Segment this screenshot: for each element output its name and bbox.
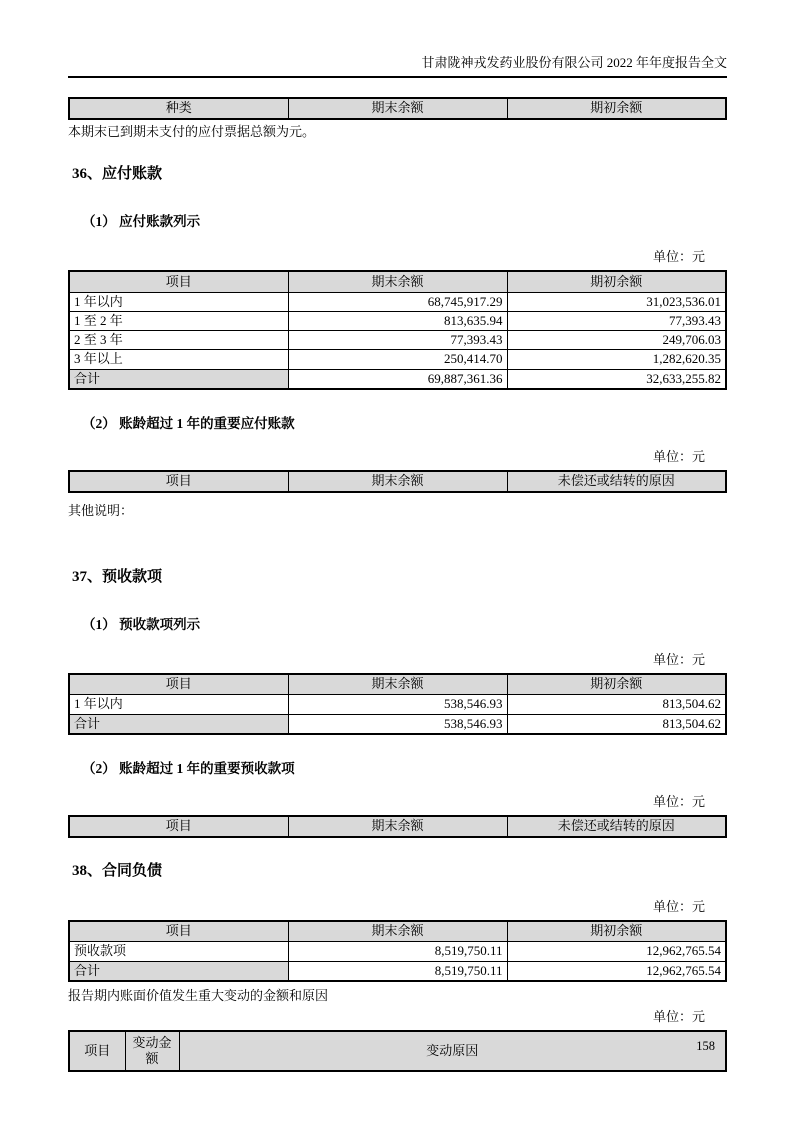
row-label: 1 至 2 年 [69,311,288,330]
ending-balance-value: 68,745,917.29 [288,292,507,311]
ending-balance-total: 69,887,361.36 [288,369,507,389]
table-header-row [69,271,726,292]
ending-balance-value: 250,414.70 [288,350,507,369]
ending-balance-value: 538,546.93 [288,695,507,714]
table-total-row [69,961,726,981]
unit-label: 单位：元 [652,651,705,667]
table-row [69,942,726,961]
column-header-change-amount: 变动金额 [125,1031,179,1071]
table-header-row [69,98,726,119]
row-label: 2 至 3 年 [69,331,288,350]
column-header-beginning-balance: 期初余额 [507,271,726,292]
section-36-sub2-title: （2） 账龄超过 1 年的重要应付账款 [82,415,295,431]
table-header-row [69,1031,726,1071]
table-total-row [69,369,726,389]
column-header-ending-balance: 期末余额 [288,98,507,119]
section-36-title: 36、应付账款 [72,166,163,182]
total-row-label: 合计 [69,369,288,389]
ending-balance-total: 8,519,750.11 [288,961,507,981]
column-header-item: 项目 [69,1031,125,1071]
row-label: 预收款项 [69,942,288,961]
row-label: 3 年以上 [69,350,288,369]
column-header-unsettled-reason: 未偿还或结转的原因 [507,471,726,492]
column-header-ending-balance: 期末余额 [288,674,507,695]
table-row [69,350,726,369]
unit-label: 单位：元 [652,793,705,809]
table-header-row [69,816,726,837]
table-total-row [69,714,726,734]
table-header-row [69,921,726,942]
beginning-balance-total: 32,633,255.82 [507,369,726,389]
total-row-label: 合计 [69,714,288,734]
unit-label: 单位：元 [652,898,705,914]
section-38-title: 38、合同负债 [72,862,163,879]
column-header-item: 项目 [69,674,288,695]
accounts-payable-aging-table [68,270,727,390]
important-advances-table [68,815,727,838]
row-label: 1 年以内 [69,695,288,714]
beginning-balance-value: 12,962,765.54 [507,942,726,961]
table-row [69,311,726,330]
column-header-item: 项目 [69,816,288,837]
contract-liabilities-table [68,920,727,982]
section-37-sub2-title: （2） 账龄超过 1 年的重要预收款项 [82,760,295,776]
beginning-balance-value: 77,393.43 [507,311,726,330]
total-row-label: 合计 [69,961,288,981]
unit-label: 单位：元 [652,1008,705,1024]
table-row [69,292,726,311]
report-header-title: 甘肃陇神戎发药业股份有限公司 2022 年年度报告全文 [68,52,727,78]
notes-payable-table [68,97,727,120]
column-header-change-reason: 变动原因 [179,1031,726,1071]
column-header-ending-balance: 期末余额 [288,271,507,292]
ending-balance-value: 813,635.94 [288,311,507,330]
table-row [69,695,726,714]
column-header-type: 种类 [69,98,288,119]
column-header-beginning-balance: 期初余额 [507,674,726,695]
advances-received-table [68,673,727,735]
unit-label: 单位：元 [652,249,705,264]
column-header-ending-balance: 期末余额 [288,471,507,492]
beginning-balance-value: 31,023,536.01 [507,292,726,311]
table-header-row [69,674,726,695]
column-header-item: 项目 [69,921,288,942]
ending-balance-value: 8,519,750.11 [288,942,507,961]
important-accounts-payable-table [68,470,727,493]
page-content [68,0,727,1072]
row-label: 1 年以内 [69,292,288,311]
column-header-beginning-balance: 期初余额 [507,98,726,119]
page-number: 158 [696,1039,715,1053]
beginning-balance-value: 249,706.03 [507,331,726,350]
section-36-sub1-title: （1） 应付账款列示 [82,214,201,229]
change-reason-table [68,1030,727,1072]
column-header-item: 项目 [69,471,288,492]
other-note-label: 其他说明： [68,502,134,518]
notes-payable-note: 本期末已到期未支付的应付票据总额为元。 [68,124,316,139]
column-header-item: 项目 [69,271,288,292]
change-note-text: 报告期内账面价值发生重大变动的金额和原因 [68,987,329,1003]
column-header-ending-balance: 期末余额 [288,816,507,837]
ending-balance-total: 538,546.93 [288,714,507,734]
beginning-balance-value: 1,282,620.35 [507,350,726,369]
beginning-balance-total: 12,962,765.54 [507,961,726,981]
column-header-unsettled-reason: 未偿还或结转的原因 [507,816,726,837]
section-37-sub1-title: （1） 预收款项列示 [82,616,201,632]
beginning-balance-value: 813,504.62 [507,695,726,714]
table-row [69,331,726,350]
column-header-beginning-balance: 期初余额 [507,921,726,942]
ending-balance-value: 77,393.43 [288,331,507,350]
column-header-ending-balance: 期末余额 [288,921,507,942]
beginning-balance-total: 813,504.62 [507,714,726,734]
unit-label: 单位：元 [652,448,705,464]
section-37-title: 37、预收款项 [72,568,163,585]
table-header-row [69,471,726,492]
